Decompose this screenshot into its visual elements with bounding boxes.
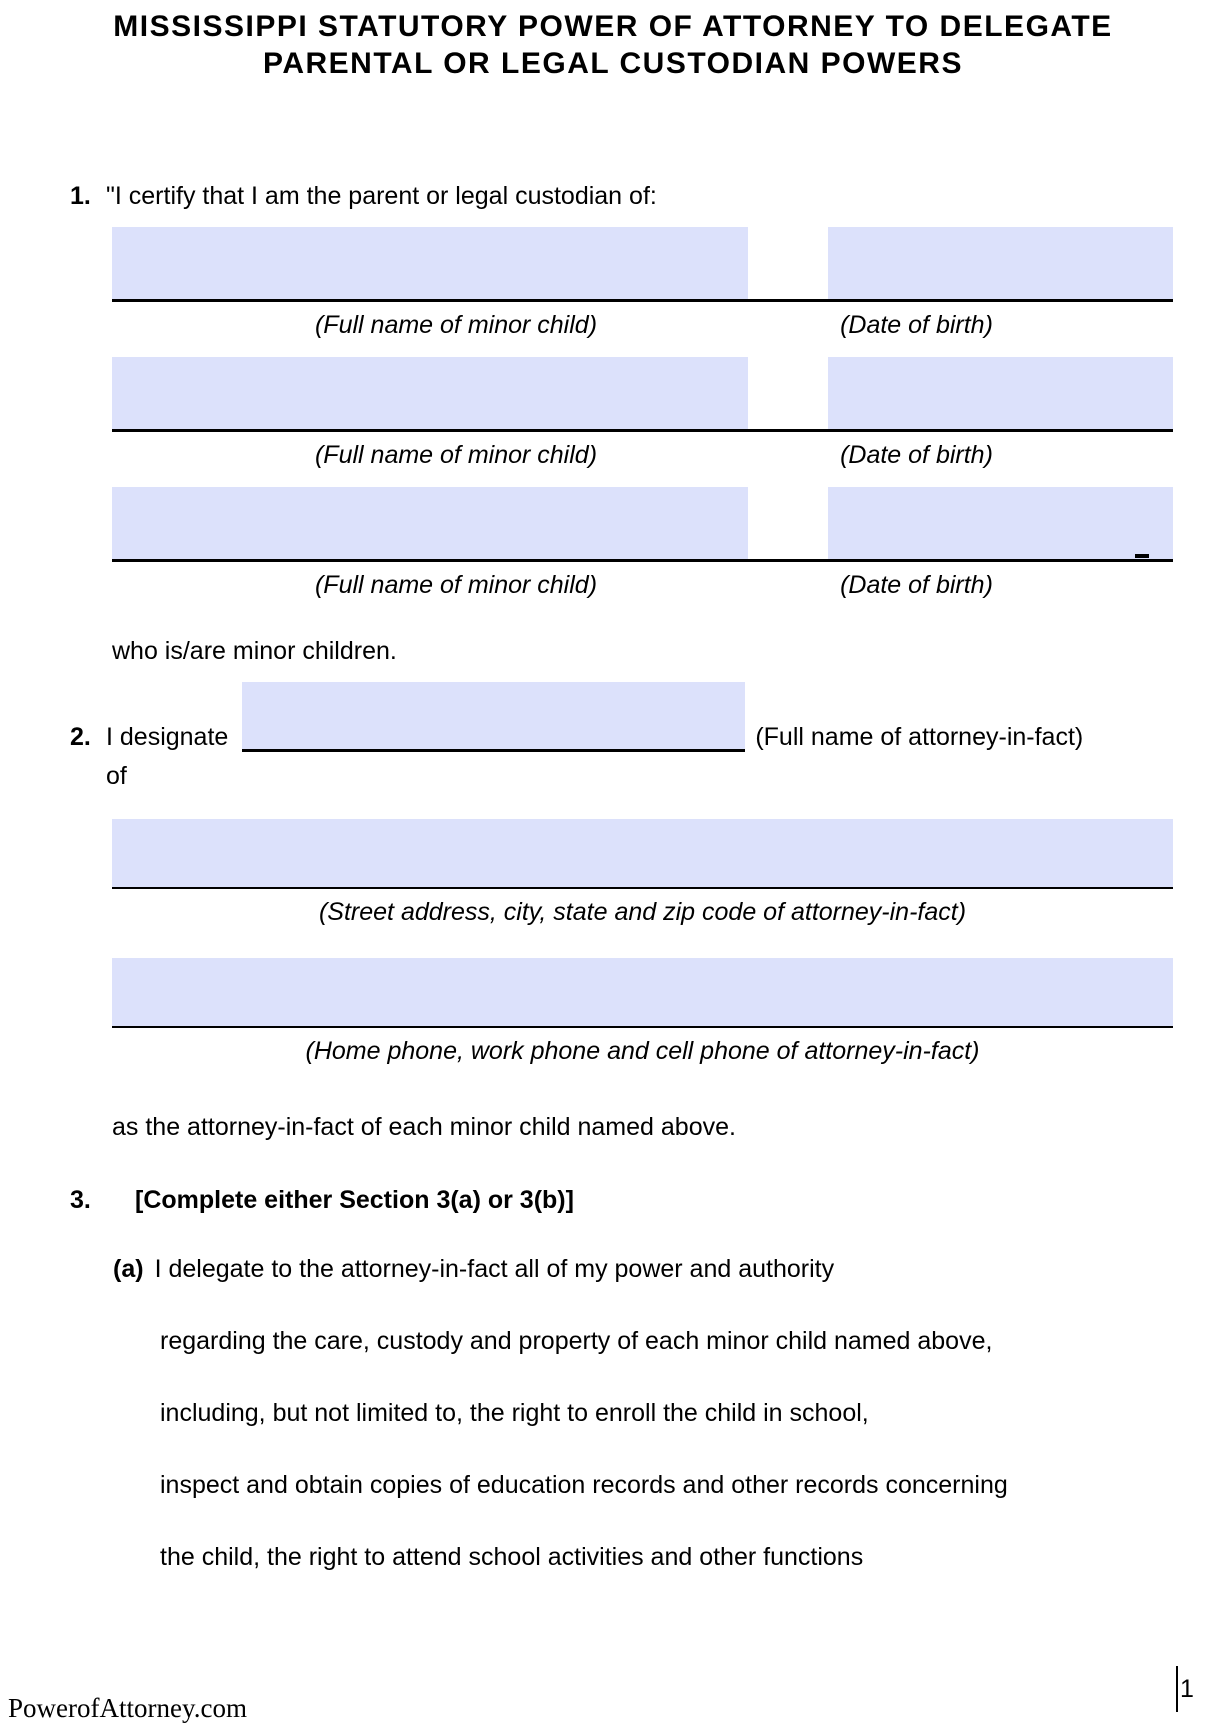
attorney-phone-field[interactable] — [112, 958, 1173, 1028]
section-2-closing: as the attorney-in-fact of each minor child named above. — [112, 1113, 736, 1141]
date-of-birth-caption-2: (Date of birth) — [840, 441, 993, 469]
minor-child-row — [112, 357, 1173, 471]
minor-child-field-row — [112, 227, 1173, 302]
document-title — [0, 0, 1226, 82]
attorney-name-field[interactable] — [242, 682, 745, 752]
section-3-heading: [Complete either Section 3(a) or 3(b)] — [135, 1186, 574, 1214]
date-of-birth-field-3[interactable] — [828, 487, 1173, 559]
attorney-phone-caption: (Home phone, work phone and cell phone of attorney-in-fact) — [305, 1037, 980, 1065]
date-of-birth-caption-3: (Date of birth) — [840, 571, 993, 599]
minor-child-row — [112, 227, 1173, 341]
section-1-number: 1. — [70, 182, 91, 210]
section-3a-label: (a) — [113, 1255, 144, 1283]
section-1-intro — [70, 182, 1173, 211]
document-title-line-2: PARENTAL OR LEGAL CUSTODIAN POWERS — [263, 47, 963, 80]
attorney-address-field[interactable] — [112, 819, 1173, 889]
section-3a-line-4: inspect and obtain copies of education records and other records concerning — [160, 1471, 1008, 1499]
minor-child-name-caption-1: (Full name of minor child) — [314, 311, 598, 339]
field-caption-row — [112, 311, 1173, 341]
designate-prefix-text: I designate — [106, 723, 229, 751]
field-gap — [748, 357, 828, 429]
attorney-name-caption: (Full name of attorney-in-fact) — [755, 723, 1084, 751]
section-3-number: 3. — [70, 1186, 91, 1214]
page-number-container — [1176, 1666, 1194, 1712]
attorney-address-caption: (Street address, city, state and zip code of attorney-in-fact) — [318, 898, 967, 926]
section-3a-line-3: including, but not limited to, the right to enroll the child in school, — [160, 1399, 869, 1427]
section-2-number: 2. — [70, 723, 91, 751]
designate-of-word: of — [106, 762, 127, 790]
section-2-designate-line — [70, 682, 1173, 752]
minor-child-name-caption-2: (Full name of minor child) — [314, 441, 598, 469]
section-1-closing: who is/are minor children. — [112, 637, 397, 665]
section-3a-text: I delegate to the attorney-in-fact all of my power and authority — [154, 1255, 835, 1283]
date-of-birth-caption-1: (Date of birth) — [840, 311, 993, 339]
document-title-line-1: MISSISSIPPI STATUTORY POWER OF ATTORNEY TO DELEGATE — [113, 10, 1113, 43]
stray-underscore-mark — [1135, 554, 1149, 558]
minor-child-name-field-1[interactable] — [112, 227, 748, 299]
minor-child-field-row — [112, 357, 1173, 432]
page-number: 1 — [1180, 1674, 1194, 1703]
section-3-heading-line — [70, 1186, 1173, 1215]
minor-child-name-field-2[interactable] — [112, 357, 748, 429]
footer-website: PowerofAttorney.com — [8, 1693, 247, 1723]
section-1-intro-text: "I certify that I am the parent or legal custodian of: — [106, 182, 657, 210]
field-gap — [748, 227, 828, 299]
minor-child-name-caption-3: (Full name of minor child) — [314, 571, 598, 599]
minor-child-field-row — [112, 487, 1173, 562]
field-gap — [748, 487, 828, 559]
minor-child-name-field-3[interactable] — [112, 487, 748, 559]
section-3a-line-1 — [113, 1255, 1173, 1284]
minor-child-row — [112, 487, 1173, 601]
date-of-birth-field-2[interactable] — [828, 357, 1173, 429]
section-3a-line-2: regarding the care, custody and property of each minor child named above, — [160, 1327, 993, 1355]
field-caption-row — [112, 441, 1173, 471]
field-caption-row — [112, 571, 1173, 601]
date-of-birth-field-1[interactable] — [828, 227, 1173, 299]
section-3a-line-5: the child, the right to attend school activities and other functions — [160, 1543, 864, 1571]
